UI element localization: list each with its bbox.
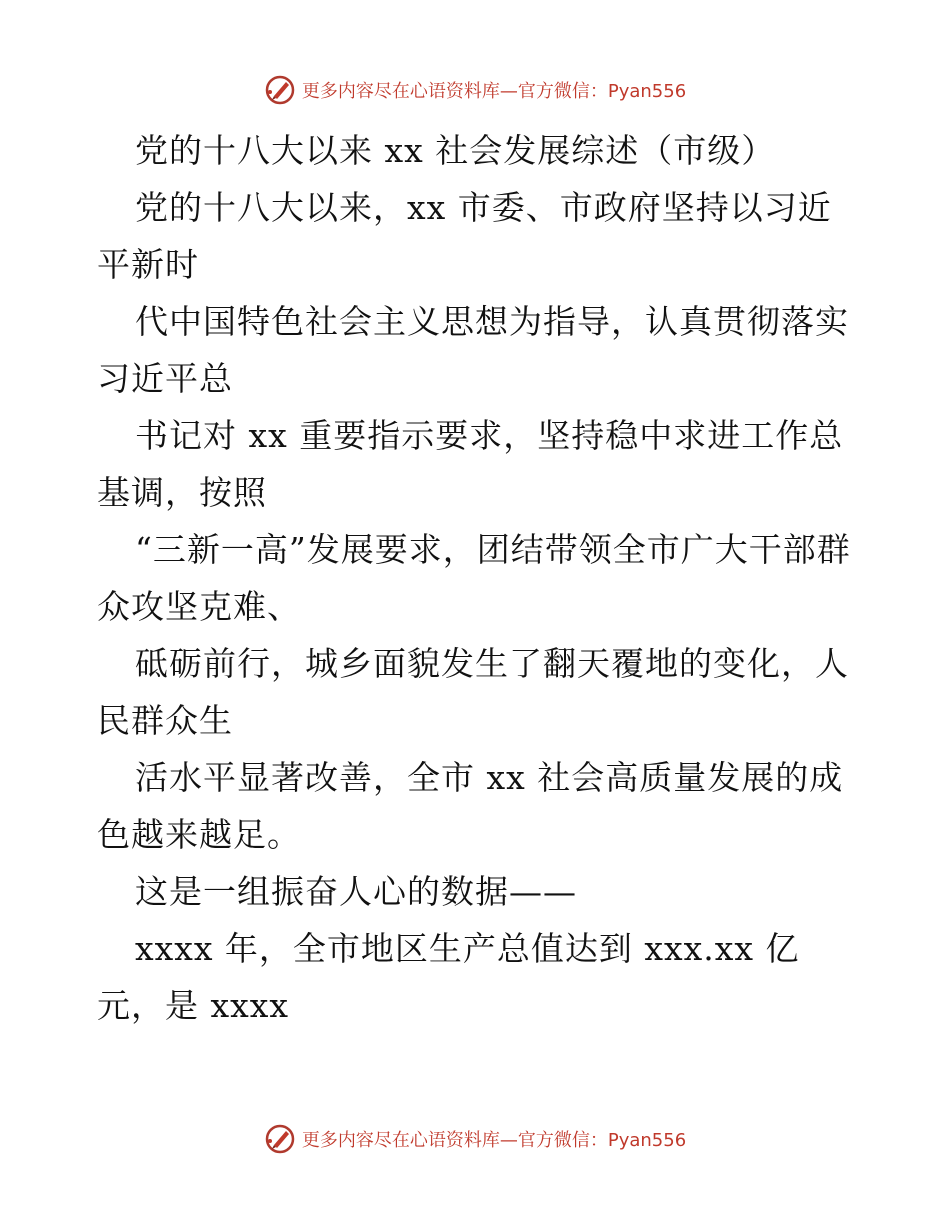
watermark-text: 更多内容尽在心语资料库—官方微信：Pyan556	[301, 1130, 687, 1151]
footer-watermark-banner	[0, 1119, 950, 1159]
document-body	[97, 122, 857, 1034]
paragraph: xxxx 年，全市地区生产总值达到 xxx.xx 亿元，是 xxxx	[97, 929, 800, 1025]
paragraph: 代中国特色社会主义思想为指导，认真贯彻落实习近平总	[97, 302, 849, 398]
paragraph: 这是一组振奋人心的数据——	[135, 872, 577, 911]
watermark-text: 更多内容尽在心语资料库—官方微信：Pyan556	[301, 81, 687, 102]
paragraph: 砥砺前行，城乡面貌发生了翻天覆地的变化，人民群众生	[97, 644, 849, 740]
paragraph: 书记对 xx 重要指示要求，坚持稳中求进工作总基调，按照	[97, 416, 844, 512]
document-title: 党的十八大以来 xx 社会发展综述（市级）	[135, 131, 776, 170]
header-watermark-banner	[0, 70, 950, 110]
pen-logo-icon	[264, 74, 296, 106]
paragraph: “三新一高”发展要求，团结带领全市广大干部群众攻坚克难、	[97, 530, 851, 626]
paragraph: 活水平显著改善，全市 xx 社会高质量发展的成色越来越足。	[97, 758, 844, 854]
paragraph: 党的十八大以来，xx 市委、市政府坚持以习近平新时	[97, 188, 832, 284]
pen-logo-icon	[264, 1123, 296, 1155]
